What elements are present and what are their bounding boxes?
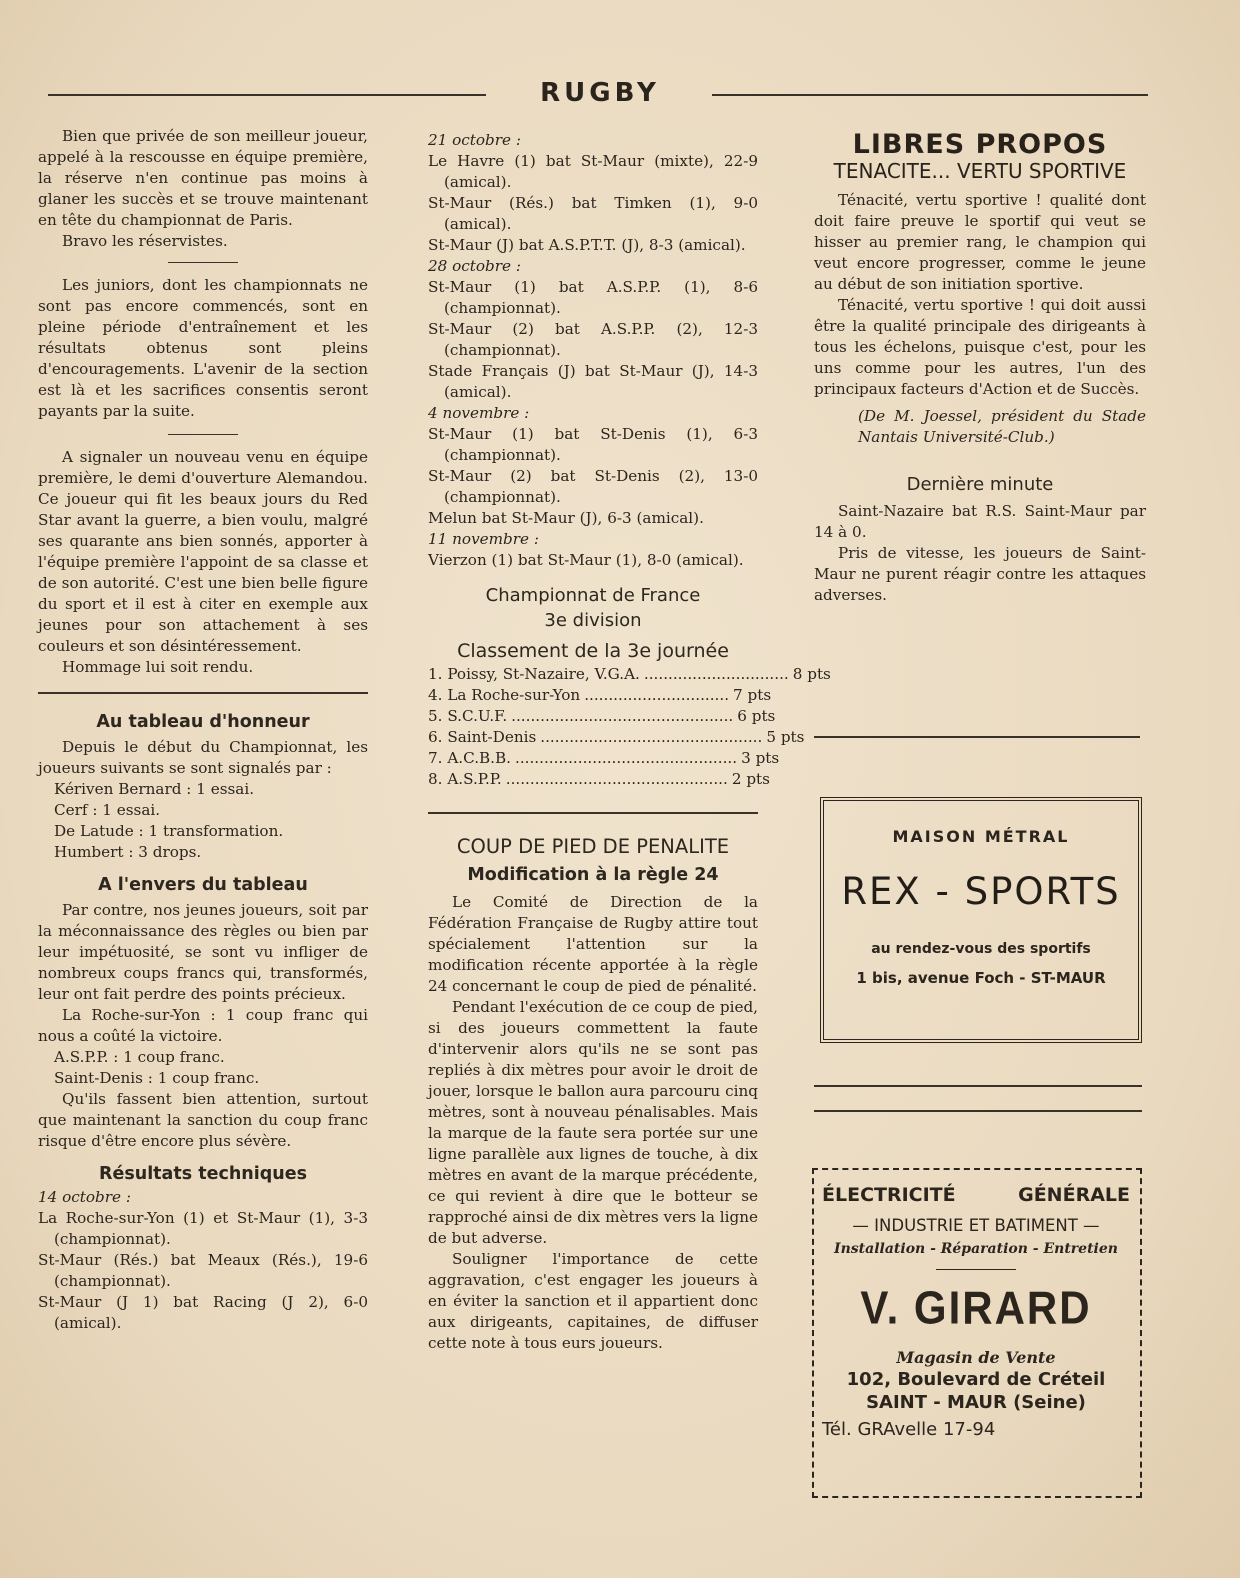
standing-row <box>428 664 831 685</box>
ad-name: REX - SPORTS <box>841 870 1121 913</box>
tenacite-paragraph: Ténacité, vertu sportive ! qualité dont doit faire preuve le sportif qui veut se hisser au premier rang, le champion qui veut encore progresser, comme le jeune au début de son initiation sportive. <box>814 191 1146 293</box>
result-line: St-Maur (1) bat St-Denis (1), 6-3 (championnat). <box>428 425 758 464</box>
standing-team: 4. La Roche-sur-Yon <box>428 686 581 704</box>
derniere-minute-paragraph: Pris de vitesse, les joueurs de Saint-Maur ne purent réagir contre les attaques adverses. <box>814 544 1146 604</box>
ad-rule <box>936 1269 1016 1270</box>
separator <box>168 434 238 435</box>
standing-points: 5 pts <box>766 728 805 746</box>
championnat-heading: Championnat de France <box>485 585 701 606</box>
result-line: Vierzon (1) bat St-Maur (1), 8-0 (amical). <box>428 551 744 569</box>
ad-tagline: au rendez-vous des sportifs <box>871 941 1091 957</box>
ad-name: V. GIRARD <box>860 1281 1092 1334</box>
girard-ad <box>812 1168 1142 1498</box>
standing-row <box>428 748 780 769</box>
header-rule-left <box>48 94 486 96</box>
derniere-minute-paragraph: Saint-Nazaire bat R.S. Saint-Maur par 14 à 0. <box>814 502 1146 541</box>
results-date: 11 novembre : <box>428 530 539 548</box>
leader-dots: .............................................. <box>511 707 734 725</box>
ad-word-left: ÉLECTRICITÉ <box>822 1184 956 1206</box>
results-date: 4 novembre : <box>428 404 530 422</box>
standing-row <box>428 706 776 727</box>
division-heading: 3e division <box>544 610 642 631</box>
section-rule <box>428 812 758 814</box>
ad-brand: MAISON MÉTRAL <box>892 827 1070 846</box>
standing-points: 3 pts <box>741 749 780 767</box>
result-line: St-Maur (J 1) bat Racing (J 2), 6-0 (amical). <box>38 1293 368 1332</box>
ad-address-2: SAINT - MAUR (Seine) <box>866 1392 1086 1413</box>
leader-dots: .............................................. <box>540 728 763 746</box>
standing-points: 7 pts <box>733 686 772 704</box>
classement-heading: Classement de la 3e journée <box>457 640 729 662</box>
standing-team: 7. A.C.B.B. <box>428 749 511 767</box>
tenacite-paragraph: Ténacité, vertu sportive ! qui doit aussi être la qualité principale des dirigeants à tous les échelons, puisque c'est, pour les uns comme pour les autres, l'un des principaux facteurs d'Action et de Succès. <box>814 296 1146 398</box>
result-line: La Roche-sur-Yon (1) et St-Maur (1), 3-3 (championnat). <box>38 1209 368 1248</box>
paragraph-hommage: Hommage lui soit rendu. <box>62 658 254 676</box>
result-line: Le Havre (1) bat St-Maur (mixte), 22-9 (amical). <box>428 152 758 191</box>
standing-team: 6. Saint-Denis <box>428 728 537 746</box>
result-line: St-Maur (2) bat St-Denis (2), 13-0 (championnat). <box>428 467 758 506</box>
envers-item: A.S.P.P. : 1 coup franc. <box>54 1048 225 1066</box>
paragraph-reserve: Bien que privée de son meilleur joueur, appelé à la rescousse en équipe première, la réserve n'en continue pas moins à glaner les succès et se trouve maintenant en tête du championnat de Paris. <box>38 127 368 229</box>
standing-points: 2 pts <box>731 770 770 788</box>
envers-item: Saint-Denis : 1 coup franc. <box>54 1069 260 1087</box>
honneur-item: De Latude : 1 transformation. <box>54 822 284 840</box>
results-date: 28 octobre : <box>428 257 521 275</box>
envers-item: La Roche-sur-Yon : 1 coup franc qui nous a coûté la victoire. <box>38 1006 368 1045</box>
ad-word-right: GÉNÉRALE <box>1018 1184 1130 1206</box>
standing-points: 6 pts <box>737 707 776 725</box>
honneur-intro: Depuis le début du Championnat, les joueurs suivants se sont signalés par : <box>38 738 368 777</box>
derniere-minute-heading: Dernière minute <box>906 474 1054 495</box>
left-column <box>38 126 368 1334</box>
envers-heading: A l'envers du tableau <box>98 875 308 895</box>
leader-dots: .............................. <box>643 665 789 683</box>
honneur-heading: Au tableau d'honneur <box>96 712 310 732</box>
middle-column <box>428 130 831 1354</box>
envers-paragraph: Par contre, nos jeunes joueurs, soit par la méconnaissance des règles ou bien par leur impétuosité, se sont vu infliger de nombreux coups francs qui, transformés, leur ont fait perdre des points précieux. <box>38 901 368 1003</box>
standing-row <box>428 685 772 706</box>
result-line: St-Maur (2) bat A.S.P.P. (2), 12-3 (championnat). <box>428 320 758 359</box>
leader-dots: .............................................. <box>515 749 738 767</box>
penalite-subheading: Modification à la règle 24 <box>467 865 719 885</box>
penalite-paragraph: Pendant l'exécution de ce coup de pied, si des joueurs commettent la faute d'intervenir alors qu'ils ne se sont pas repliés à dix mètres pour avoir le droit de jouer, lorsque le ballon aura parcouru cinq mètres, sont à nouveau pénalisables. Mais la marque de la faute sera portée sur une ligne parallèle aux lignes de touche, à dix mètres en avant de la marque précédente, ce qui revient à dire que le botteur se rapproché ainsi de dix mètres vers la ligne de but adverse. <box>428 998 758 1247</box>
leader-dots: .............................. <box>584 686 730 704</box>
ad-services: Installation - Réparation - Entretien <box>834 1241 1118 1257</box>
result-line: Melun bat St-Maur (J), 6-3 (amical). <box>428 509 704 527</box>
standing-row <box>428 727 805 748</box>
paragraph-juniors: Les juniors, dont les championnats ne sont pas encore commencés, sont en pleine période d'entraînement et les résultats obtenus sont pleins d'encouragements. L'avenir de la section est là et les sacrifices consentis seront payants par la suite. <box>38 276 368 420</box>
honneur-item: Cerf : 1 essai. <box>54 801 161 819</box>
standing-row <box>428 769 770 790</box>
right-rule <box>814 736 1140 738</box>
result-line: St-Maur (1) bat A.S.P.P. (1), 8-6 (championnat). <box>428 278 758 317</box>
standing-team: 1. Poissy, St-Nazaire, V.G.A. <box>428 665 640 683</box>
envers-paragraph-2: Qu'ils fassent bien attention, surtout que maintenant la sanction du coup franc risque d'être encore plus sévère. <box>38 1090 368 1150</box>
right-column <box>814 129 1146 606</box>
separator <box>168 262 238 263</box>
honneur-item: Kériven Bernard : 1 essai. <box>54 780 255 798</box>
section-title: RUGBY <box>540 78 660 108</box>
right-rule <box>814 1085 1142 1087</box>
rex-sports-ad <box>820 797 1142 1043</box>
ad-shop: Magasin de Vente <box>896 1348 1056 1367</box>
results-date: 21 octobre : <box>428 131 521 149</box>
paragraph-bravo: Bravo les réservistes. <box>62 232 228 250</box>
result-line: St-Maur (J) bat A.S.P.T.T. (J), 8-3 (amical). <box>428 236 746 254</box>
penalite-paragraph: Le Comité de Direction de la Fédération Française de Rugby attire tout spécialement l'attention sur la modification récente apportée à la règle 24 concernant le coup de pied de pénalité. <box>428 893 758 995</box>
standing-team: 8. A.S.P.P. <box>428 770 502 788</box>
ad-address-1: 102, Boulevard de Créteil <box>846 1369 1106 1390</box>
penalite-heading: COUP DE PIED DE PENALITE <box>456 835 730 858</box>
results-date: 14 octobre : <box>38 1188 131 1206</box>
ad-header-row <box>822 1184 1130 1206</box>
header-rule-right <box>712 94 1148 96</box>
result-line: Stade Français (J) bat St-Maur (J), 14-3 (amical). <box>428 362 758 401</box>
paragraph-alemandou: A signaler un nouveau venu en équipe première, le demi d'ouverture Alemandou. Ce joueur qui fit les beaux jours du Red Star avant la guerre, a bien voulu, malgré ses quarante ans bien sonnés, apporter à l'équipe première l'appoint de sa classe et de son autorité. C'est une bien belle figure du sport et il est à citer en exemple aux jeunes pour son attachement à ses couleurs et son désintéressement. <box>38 448 368 655</box>
ad-address: 1 bis, avenue Foch - ST-MAUR <box>856 969 1106 987</box>
result-line: St-Maur (Rés.) bat Meaux (Rés.), 19-6 (championnat). <box>38 1251 368 1290</box>
standing-points: 8 pts <box>792 665 831 683</box>
quote-attribution: (De M. Joessel, président du Stade Nantais Université-Club.) <box>858 407 1146 446</box>
honneur-item: Humbert : 3 drops. <box>54 843 202 861</box>
leader-dots: .............................................. <box>505 770 728 788</box>
ad-industry: — INDUSTRIE ET BATIMENT — <box>852 1216 1100 1235</box>
standing-team: 5. S.C.U.F. <box>428 707 508 725</box>
section-rule <box>38 692 368 694</box>
penalite-paragraph: Souligner l'importance de cette aggravation, c'est engager les joueurs à en éviter la sanction et il appartient donc aux dirigeants, capitaines, de diffuser cette note à tous eurs joueurs. <box>428 1250 758 1352</box>
result-line: St-Maur (Rés.) bat Timken (1), 9-0 (amical). <box>428 194 758 233</box>
ad-telephone: Tél. GRAvelle 17-94 <box>822 1419 996 1440</box>
libres-propos-heading: LIBRES PROPOS <box>852 129 1108 160</box>
right-rule <box>814 1110 1142 1112</box>
tenacite-heading: TENACITE... VERTU SPORTIVE <box>833 159 1127 183</box>
results-heading: Résultats techniques <box>98 1164 308 1184</box>
